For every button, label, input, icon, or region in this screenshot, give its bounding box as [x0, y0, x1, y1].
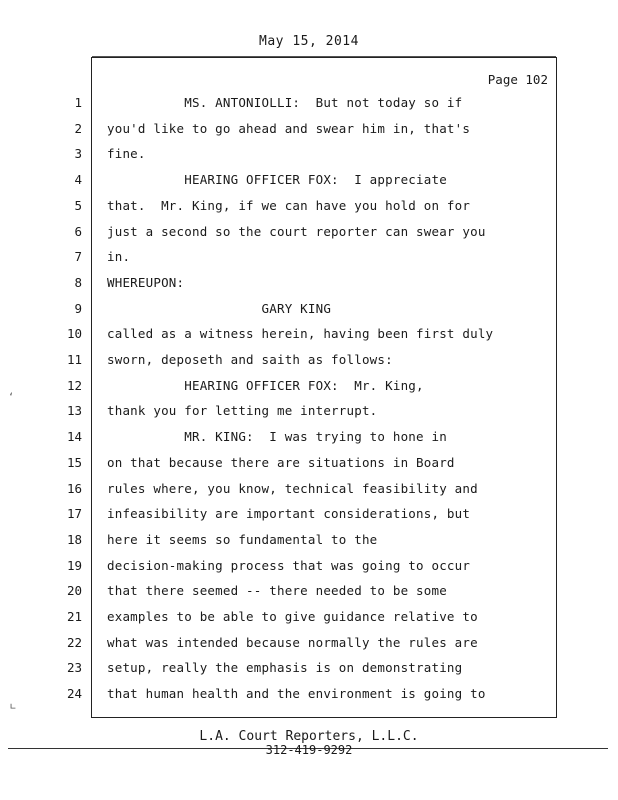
transcript-line	[0, 501, 618, 527]
transcript-line	[0, 578, 618, 604]
line-number: 24	[66, 686, 82, 702]
line-text: MS. ANTONIOLLI: But not today so if	[107, 95, 463, 110]
transcript-line	[0, 219, 618, 245]
line-text: called as a witness herein, having been first duly	[107, 326, 494, 342]
line-number: 23	[66, 660, 82, 676]
line-number: 5	[74, 197, 82, 213]
line-number: 3	[74, 146, 82, 162]
line-text: decision-making process that was going to occur	[107, 557, 471, 573]
line-text: that human health and the environment is going to	[107, 686, 486, 702]
transcript-line	[0, 604, 618, 630]
transcript-line	[0, 321, 618, 347]
line-text: fine.	[107, 146, 146, 162]
transcript-line	[0, 167, 618, 193]
transcript-line	[0, 398, 618, 424]
line-text: that. Mr. King, if we can have you hold on for	[107, 197, 471, 213]
transcript-line	[0, 373, 618, 399]
line-text: setup, really the emphasis is on demonstrating	[107, 660, 463, 676]
line-number: 4	[74, 172, 82, 188]
line-number: 8	[74, 274, 82, 290]
line-text: sworn, deposeth and saith as follows:	[107, 352, 393, 367]
transcript-line	[0, 116, 618, 142]
line-number: 10	[66, 326, 82, 342]
line-text: MR. KING: I was trying to hone in	[107, 429, 447, 445]
line-number: 6	[74, 223, 82, 239]
line-number: 20	[66, 583, 82, 599]
line-number: 17	[66, 506, 82, 522]
line-number: 13	[66, 403, 82, 419]
line-text: infeasibility are important considerations, but	[107, 506, 471, 522]
transcript-line	[0, 424, 618, 450]
line-text: just a second so the court reporter can swear you	[107, 223, 486, 239]
line-text: HEARING OFFICER FOX: I appreciate	[107, 172, 447, 188]
footer-company: L.A. Court Reporters, L.L.C.	[199, 729, 419, 744]
line-text: on that because there are situations in Board	[107, 454, 455, 470]
scan-mark: ‘	[8, 392, 15, 403]
transcript-line	[0, 193, 618, 219]
line-number: 16	[66, 480, 82, 496]
line-number: 11	[66, 352, 82, 367]
footer-phone: 312-419-9292	[265, 743, 353, 757]
line-number: 14	[66, 429, 82, 445]
transcript-line	[0, 681, 618, 707]
transcript-line	[0, 90, 618, 116]
line-number: 2	[74, 120, 82, 136]
line-number: 9	[74, 300, 82, 316]
line-number: 15	[66, 454, 82, 470]
line-text: HEARING OFFICER FOX: Mr. King,	[107, 377, 424, 393]
line-text: that there seemed -- there needed to be some	[107, 583, 447, 599]
transcript-line	[0, 527, 618, 553]
page-number: Page 102	[487, 72, 548, 87]
line-text: in.	[107, 249, 131, 265]
transcript-line	[0, 270, 618, 296]
line-text: you'd like to go ahead and swear him in, that's	[107, 120, 471, 136]
transcript-line	[0, 296, 618, 322]
line-text: thank you for letting me interrupt.	[107, 403, 378, 419]
line-text: GARY KING	[107, 300, 332, 316]
line-number: 22	[66, 634, 82, 650]
transcript-line	[0, 655, 618, 681]
transcript-line	[0, 141, 618, 167]
line-number: 21	[66, 609, 82, 624]
transcript-line	[0, 476, 618, 502]
transcript-line	[0, 347, 618, 373]
header-date: May 15, 2014	[259, 34, 359, 49]
line-number: 7	[74, 249, 82, 265]
line-number: 1	[74, 95, 82, 110]
line-text: WHEREUPON:	[107, 274, 185, 290]
transcript-line	[0, 553, 618, 579]
transcript-line	[0, 450, 618, 476]
line-number: 12	[66, 377, 82, 393]
line-number: 18	[66, 531, 82, 547]
line-text: examples to be able to give guidance relative to	[107, 609, 478, 624]
line-text: rules where, you know, technical feasibility and	[107, 480, 478, 496]
line-text: here it seems so fundamental to the	[107, 531, 378, 547]
line-number: 19	[66, 557, 82, 573]
line-text: what was intended because normally the rules are	[107, 634, 478, 650]
transcript-line	[0, 244, 618, 270]
scan-mark: ∟	[10, 702, 17, 713]
transcript-line	[0, 630, 618, 656]
